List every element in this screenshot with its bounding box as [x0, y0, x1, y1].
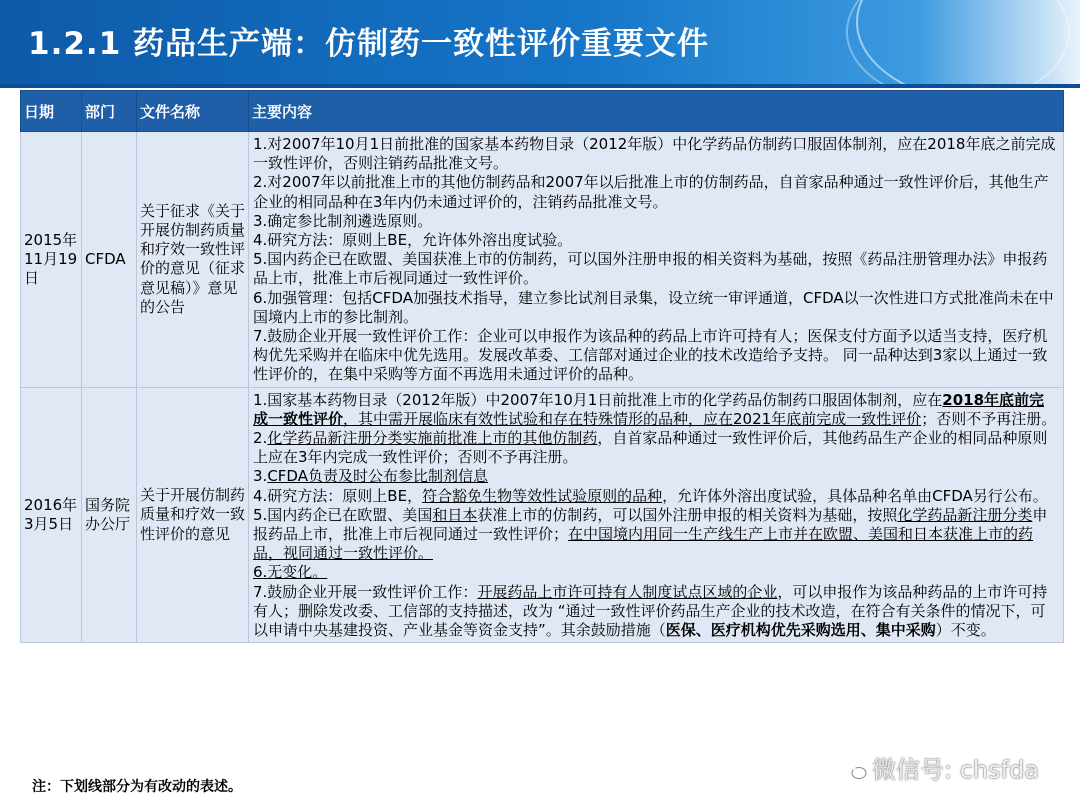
table-row	[21, 387, 1064, 643]
documents-table	[20, 90, 1064, 643]
row-dept: 国务院办公厅	[82, 387, 137, 643]
changed-text: 化学药品新注册分类实施前批准上市的其他仿制药	[267, 429, 598, 448]
text-segment: ；否则不予再注册。	[921, 409, 1057, 428]
content-item: 1.对2007年10月1日前批准的国家基本药物目录（2012年版）中化学药品仿制药口服固体制剂，应在2018年底之前完成一致性评价，否则注销药品批准文号。	[253, 135, 1056, 173]
content-item	[253, 506, 1057, 564]
table-row	[21, 132, 1064, 388]
wechat-icon	[842, 761, 868, 781]
table-header-row	[21, 91, 1064, 132]
page-title: 1.2.1 药品生产端：仿制药一致性评价重要文件	[28, 26, 710, 62]
content-item	[253, 487, 1057, 506]
col-header-content: 主要内容	[249, 91, 1064, 132]
content-item: 5.国内药企已在欧盟、美国获准上市的仿制药，可以国外注册申报的相关资料为基础，按照《药品注册管理办法》申报药品上市，批准上市后视同通过一致性评价。	[253, 250, 1048, 288]
text-segment: 1.国家基本药物目录（2012年版）中2007年10月1日前批准上市的化学药品仿制药口服固体制剂，应在	[253, 390, 943, 409]
text-segment: ，自首家品种通过一致性评价后，其他药品生产企业的相同品种原则上应在3年内完成一致性评价；否则不予再注册。	[253, 429, 1048, 467]
changed-text: 化学药品新注册分类	[897, 505, 1033, 524]
text-segment: 获准上市的仿制药，可以国外注册申报的相关资料为基础，按照	[477, 505, 898, 524]
changed-text: ，其中需开展临床有效性试验和存在特殊情形的品种，应在2021年底前完成一致性评价	[343, 409, 922, 428]
text-segment: 5.国内药企已在欧盟、美国	[253, 505, 433, 524]
content-item: 3.确定参比制剂遴选原则。	[253, 211, 433, 230]
row-date: 2015年11月19日	[21, 132, 82, 388]
content-item: 6.加强管理：包括CFDA加强技术指导，建立参比试剂目录集，设立统一审评通道，CFDA以一次性进口方式批准尚未在中国境内上市的参比制剂。	[253, 288, 1054, 326]
text-segment: ，允许体外溶出度试验，具体品种名单由CFDA另行公布。	[662, 486, 1048, 505]
content-item	[253, 583, 1057, 641]
col-header-dept: 部门	[82, 91, 137, 132]
watermark-text: 微信号: chsfda	[872, 756, 1040, 784]
footnote: 注：下划线部分为有改动的表述。	[32, 779, 242, 795]
text-segment: ，可以申报作为该品种药品的上市许可持有人；删除发改委、工信部的支持描述，改为 “通过一致性评价药品生产企业的技术改造，在符合有关条件的情况下，可以申请中央基建投资、产业基金等资金支持”。其余鼓励措施（	[253, 582, 1048, 640]
row-content	[249, 387, 1064, 643]
changed-text-bold: 2018年底前完成一致性评价	[253, 390, 1045, 428]
changed-text: 开展药品上市许可持有人制度试点区域的企业	[477, 582, 778, 601]
row-doc-name: 关于征求《关于开展仿制药质量和疗效一致性评价的意见（征求意见稿）》意见的公告	[137, 132, 249, 388]
changed-text: 和日本	[432, 505, 478, 524]
content-item: 7.鼓励企业开展一致性评价工作：企业可以申报作为该品种的药品上市许可持有人；医保支付方面予以适当支持，医疗机构优先采购并在临床中优先选用。发展改革委、工信部对通过企业的技术改造给予支持。 同一品种达到3家以上通过一致性评价的，在集中采购等方面不再选用未通过评价的品种。	[253, 327, 1048, 384]
content-item: 2.对2007年以前批准上市的其他仿制药品和2007年以后批准上市的仿制药品，自首家品种通过一致性评价后，其他生产企业的相同品种在3年内仍未通过评价的，注销药品批准文号。	[253, 173, 1049, 211]
content-item	[253, 563, 1057, 582]
text-segment: 4.研究方法：原则上BE，	[253, 486, 423, 505]
changed-text: 在中国境内用同一生产线生产上市并在欧盟、美国和日本获准上市的药品，视同通过一致性评价。	[253, 525, 1034, 563]
changed-text: 6.无变化。	[253, 563, 328, 582]
text-segment: 申报药品上市，批准上市后视同通过一致性评价；	[253, 505, 1048, 544]
col-header-doc-name: 文件名称	[137, 91, 249, 132]
bold-text: 医保、医疗机构优先采购选用、集中采购	[665, 621, 936, 640]
content-item	[253, 391, 1057, 429]
text-segment: 2.	[253, 429, 268, 448]
watermark	[842, 750, 1039, 785]
changed-text: 符合豁免生物等效性试验原则的品种	[422, 486, 663, 505]
text-segment: 7.鼓励企业开展一致性评价工作：	[253, 582, 478, 601]
row-doc-name: 关于开展仿制药质量和疗效一致性评价的意见	[137, 387, 249, 643]
text-segment: 3.	[253, 467, 268, 486]
col-header-date: 日期	[21, 91, 82, 132]
row-date: 2016年3月5日	[21, 387, 82, 643]
content-item: 4.研究方法：原则上BE，允许体外溶出度试验。	[253, 231, 573, 250]
changed-text: CFDA负责及时公布参比制剂信息	[267, 467, 488, 486]
row-content	[249, 132, 1064, 388]
content-item	[253, 429, 1057, 467]
title-banner	[0, 0, 1080, 88]
row-dept: CFDA	[82, 132, 137, 388]
banner-underline	[0, 84, 1080, 88]
content-item	[253, 467, 1057, 486]
text-segment: ）不变。	[935, 621, 996, 640]
